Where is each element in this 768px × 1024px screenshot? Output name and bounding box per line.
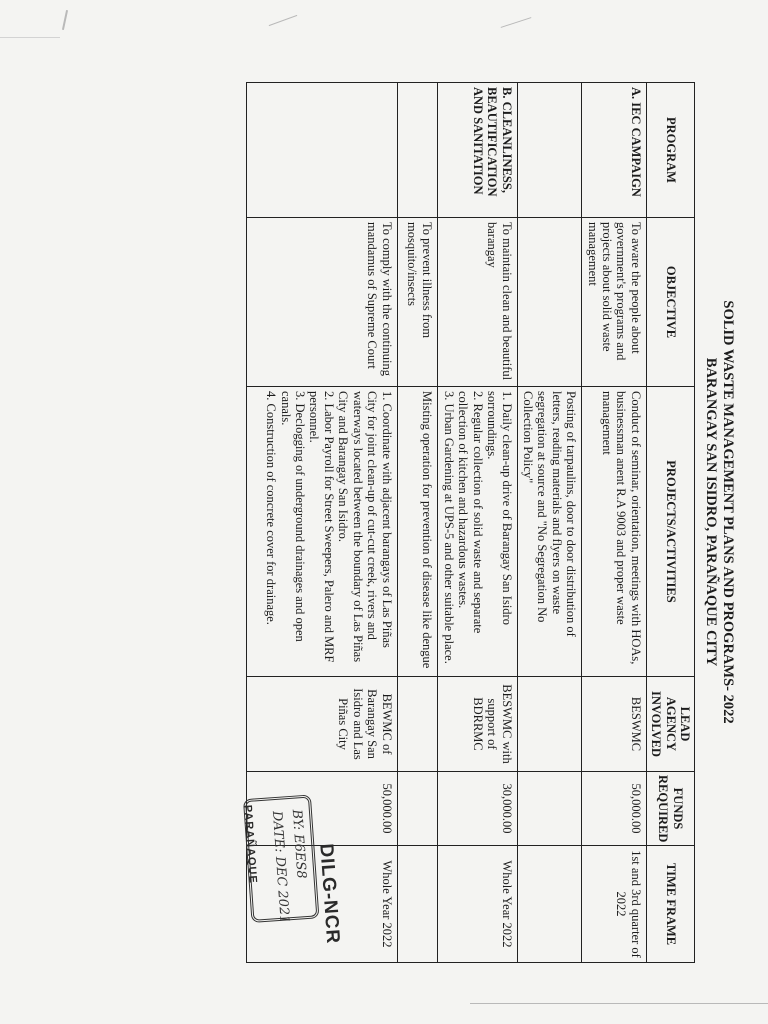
cell-funds: 30,000.00 (437, 772, 517, 846)
document-title (702, 12, 736, 1012)
stamp-ref: BY: E6ES8 (288, 809, 309, 880)
cell-time (397, 846, 437, 963)
header-objective: OBJECTIVE (646, 218, 694, 387)
rotated-document (30, 12, 738, 1012)
cell-objective: To prevent illness from mosquito/insects (397, 218, 437, 387)
cell-funds (517, 772, 582, 846)
header-time: TIME FRAME (646, 846, 694, 963)
cell-projects: Posting of tarpaulins, door to door distribution of letters, reading materials and flyers on waste segregation at source and "No Segregation No Collection Policy" (517, 387, 582, 677)
cell-time: Whole Year 2022 (437, 846, 517, 963)
cell-time: Whole Year 2022 (246, 846, 397, 963)
cell-agency: BESWMC (582, 677, 647, 772)
table-row (397, 83, 437, 963)
stamp-date: DATE: DEC 2021 (268, 810, 292, 925)
cell-agency (517, 677, 582, 772)
cell-objective: To comply with the continuing mandamus of Supreme Court (246, 218, 397, 387)
title-line-2: BARANGAY SAN ISIDRO, PARAÑAQUE CITY (703, 357, 719, 667)
cell-program (397, 83, 437, 218)
header-funds: FUNDS REQUIRED (646, 772, 694, 846)
cell-projects: Misting operation for prevention of disease like dengue (397, 387, 437, 677)
title-line-1: SOLID WASTE MANAGEMENT PLANS AND PROGRAMS- 2022 (720, 300, 736, 724)
table-row (517, 83, 582, 963)
cell-objective: To aware the people about government's programs and projects about solid waste management (582, 218, 647, 387)
table-header-row (646, 83, 694, 963)
header-agency: LEAD AGENCY INVOLVED (646, 677, 694, 772)
stamp-title: DILG-NCR (315, 842, 344, 945)
header-program: PROGRAM (646, 83, 694, 218)
cell-projects: Conduct of seminar, orientation, meetings with HOAs, businessman anent R.A 9003 and proper waste management (582, 387, 647, 677)
cell-funds (397, 772, 437, 846)
header-projects: PROJECTS/ACTIVITIES (646, 387, 694, 677)
stamp-footer: PARAÑAQUE (241, 804, 259, 885)
cell-agency (397, 677, 437, 772)
cell-objective: To maintain clean and beautiful barangay (437, 218, 517, 387)
dilg-ncr-stamp (241, 787, 344, 953)
cell-program (517, 83, 582, 218)
cell-objective (517, 218, 582, 387)
cell-time: 1st and 3rd quarter of 2022 (582, 846, 647, 963)
cell-projects: 1. Coordinate with adjacent barangays of Las Piñas City for joint clean-up of cut-cut creek, rivers and waterways located between the boundary of Las Piñas City and Barangay San Isidro. 2. Labor Payroll for Street Sweepers, Palero and MRF personnel. 3. Declogging of underground drainages and open canals. 4. Construction of concrete cover for drainage. (246, 387, 397, 677)
cell-program: A. IEC CAMPAIGN (582, 83, 647, 218)
cell-agency: BEWMC of Barangay San Isidro and Las Piñas City (246, 677, 397, 772)
cell-projects: 1. Daily clean-up drive of Barangay San Isidro sorroundings. 2. Regular collection of solid waste and separate collection of kitchen and hazardous wastes. 3. Urban Gardening at UPS-5 and other suitable place. (437, 387, 517, 677)
cell-funds: 50,000.00 (246, 772, 397, 846)
cell-program (246, 83, 397, 218)
cell-agency: BESWMC with support of BDRRMC (437, 677, 517, 772)
table-row (582, 83, 647, 963)
cell-program: B. CLEANLINESS, BEAUTIFICATION AND SANITATION (437, 83, 517, 218)
table-row (437, 83, 517, 963)
cell-time (517, 846, 582, 963)
cell-funds: 50,000.00 (582, 772, 647, 846)
